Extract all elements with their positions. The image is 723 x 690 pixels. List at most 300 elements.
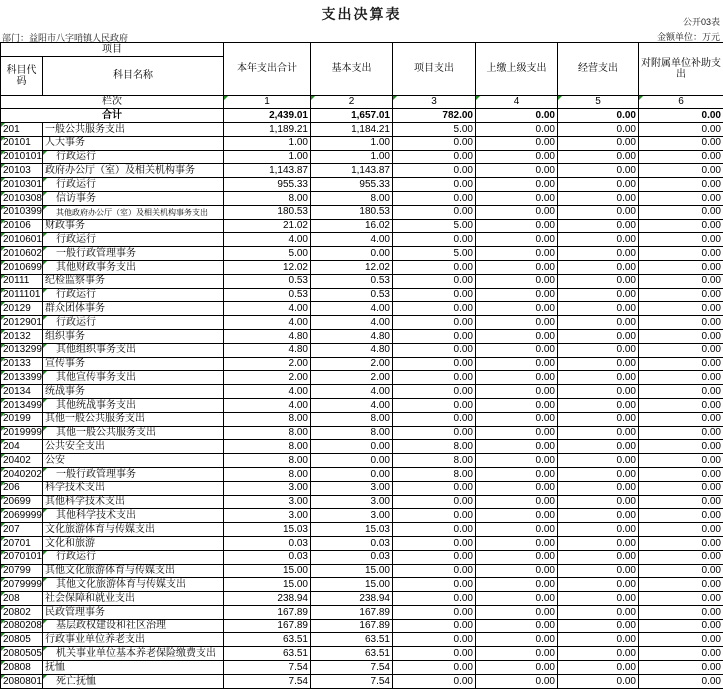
amount-unit-label: 金额单位：万元 [656,32,720,42]
value-cell: 0.00 [558,136,639,150]
table-row [1,578,723,592]
cell-flag-icon [1,509,5,513]
value-cell: 8.00 [311,191,393,205]
subject-code-cell: 2080208 [1,619,43,633]
value-cell: 4.80 [224,343,311,357]
value-cell: 4.00 [224,316,311,330]
value-cell: 0.00 [558,205,639,219]
table-row [1,316,723,330]
value-cell: 0.00 [639,371,723,385]
value-cell: 0.00 [639,564,723,578]
subject-name-cell: 文化和旅游 [43,536,224,550]
subject-code-cell: 2079999 [1,578,43,592]
value-cell: 0.00 [639,357,723,371]
value-cell: 63.51 [224,647,311,661]
value-cell: 0.00 [476,592,558,606]
value-cell: 3.00 [224,509,311,523]
value-cell: 0.00 [558,343,639,357]
cell-flag-icon [639,96,643,100]
value-cell: 4.80 [311,329,393,343]
value-cell: 5.00 [393,247,476,261]
value-cell: 0.00 [476,247,558,261]
subject-name-cell: 一般公共服务支出 [43,123,224,137]
table-row [1,385,723,399]
subject-name-cell: 人大事务 [43,136,224,150]
table-row [1,523,723,537]
value-cell: 0.00 [639,316,723,330]
subject-name-cell: 行政运行 [43,550,224,564]
value-cell: 0.00 [639,592,723,606]
cell-flag-icon [1,523,5,527]
subject-code-cell: 2013499 [1,398,43,412]
cell-flag-icon [1,289,5,293]
value-cell: 0.00 [558,605,639,619]
table-row [1,495,723,509]
value-cell: 0.00 [476,564,558,578]
cell-flag-icon [1,275,5,279]
value-cell: 2.00 [224,357,311,371]
value-cell: 15.03 [224,523,311,537]
rank-number: 5 [558,96,639,109]
value-cell: 0.00 [476,302,558,316]
subject-name-cell: 其他政府办公厅（室）及相关机构事务支出 [43,205,224,219]
value-cell: 0.00 [639,247,723,261]
value-cell: 0.00 [476,329,558,343]
subject-code-cell: 2010601 [1,233,43,247]
value-cell: 955.33 [311,178,393,192]
subject-name-cell: 公安 [43,454,224,468]
value-cell: 0.00 [558,467,639,481]
subject-name-cell: 基层政权建设和社区治理 [43,619,224,633]
subject-name-cell: 抚恤 [43,661,224,675]
value-cell: 0.00 [639,467,723,481]
value-cell: 0.00 [476,260,558,274]
subject-code-cell: 20808 [1,661,43,675]
value-cell: 0.00 [639,440,723,454]
value-cell: 0.00 [639,150,723,164]
table-row [1,329,723,343]
subject-name-cell: 群众团体事务 [43,302,224,316]
subject-code-cell: 20132 [1,329,43,343]
table-row [1,164,723,178]
table-row [1,661,723,675]
subject-code-cell: 20699 [1,495,43,509]
value-cell: 0.00 [393,523,476,537]
subject-name-cell: 其他财政事务支出 [43,260,224,274]
value-cell: 0.00 [639,398,723,412]
value-cell: 0.00 [476,150,558,164]
value-cell: 0.03 [311,536,393,550]
value-cell: 8.00 [393,454,476,468]
value-cell: 0.00 [393,191,476,205]
subject-code-cell: 2010301 [1,178,43,192]
value-cell: 0.00 [476,661,558,675]
value-cell: 0.00 [476,647,558,661]
subject-code-cell: 2010602 [1,247,43,261]
cell-flag-icon [1,675,5,679]
table-row [1,412,723,426]
table-row [1,233,723,247]
cell-flag-icon [43,151,47,155]
subject-name-cell: 纪检监察事务 [43,274,224,288]
value-cell: 0.00 [558,661,639,675]
value-cell: 4.00 [311,398,393,412]
cell-flag-icon [1,454,5,458]
value-cell: 0.00 [639,136,723,150]
value-cell: 0.00 [558,398,639,412]
value-cell: 0.00 [311,467,393,481]
value-cell: 0.00 [558,123,639,137]
value-cell: 0.00 [476,343,558,357]
value-cell: 0.00 [639,164,723,178]
value-cell: 0.00 [476,454,558,468]
rank-number: 4 [476,96,558,109]
value-cell: 0.00 [476,288,558,302]
value-cell: 15.00 [224,578,311,592]
value-cell: 0.00 [393,178,476,192]
table-row [1,633,723,647]
subject-code-cell: 2012901 [1,316,43,330]
value-cell: 0.00 [558,426,639,440]
subject-code-cell: 2010101 [1,150,43,164]
subject-code-cell: 2069999 [1,509,43,523]
subject-name-cell: 组织事务 [43,329,224,343]
table-row [1,343,723,357]
cell-flag-icon [1,482,5,486]
table-row [1,426,723,440]
value-cell: 0.00 [639,426,723,440]
value-cell: 0.00 [558,302,639,316]
value-cell: 1,143.87 [311,164,393,178]
header-subject-code: 科目代码 [1,57,43,96]
subject-code-cell: 2080505 [1,647,43,661]
value-cell: 0.00 [476,164,558,178]
cell-flag-icon [1,427,5,431]
subject-code-cell: 20134 [1,385,43,399]
value-cell: 0.00 [393,274,476,288]
cell-flag-icon [1,344,5,348]
cell-flag-icon [1,206,5,210]
value-cell: 0.00 [558,288,639,302]
value-cell: 0.00 [558,274,639,288]
value-cell: 0.00 [476,123,558,137]
cell-flag-icon [1,316,5,320]
value-cell: 0.00 [311,440,393,454]
value-cell: 0.00 [558,523,639,537]
value-cell: 12.02 [224,260,311,274]
value-cell: 0.00 [476,481,558,495]
value-cell: 0.00 [639,605,723,619]
value-cell: 7.54 [311,674,393,688]
value-cell: 0.00 [639,674,723,688]
subject-name-cell: 民政管理事务 [43,605,224,619]
value-cell: 0.00 [558,578,639,592]
page-title: 支出决算表 [321,6,402,22]
value-cell: 238.94 [311,592,393,606]
cell-flag-icon [1,592,5,596]
total-label: 合计 [1,109,224,123]
value-cell: 0.53 [224,288,311,302]
value-cell: 0.00 [476,633,558,647]
value-cell: 4.00 [224,398,311,412]
value-cell: 0.00 [558,481,639,495]
value-cell: 0.00 [476,536,558,550]
table-row [1,605,723,619]
value-cell: 0.00 [393,371,476,385]
value-cell: 0.00 [558,454,639,468]
value-cell: 0.00 [558,633,639,647]
subject-code-cell: 2013299 [1,343,43,357]
value-cell: 0.00 [558,564,639,578]
value-cell: 2.00 [311,371,393,385]
table-row [1,260,723,274]
table-row [1,357,723,371]
subject-name-cell: 机关事业单位基本养老保险缴费支出 [43,647,224,661]
total-row [1,109,723,123]
value-cell: 0.00 [558,509,639,523]
cell-flag-icon [1,440,5,444]
cell-flag-icon [43,675,47,679]
value-cell: 0.00 [558,647,639,661]
cell-flag-icon [1,551,5,555]
value-cell: 8.00 [224,426,311,440]
subject-code-cell: 2019999 [1,426,43,440]
subject-name-cell: 宣传事务 [43,357,224,371]
value-cell: 0.00 [476,274,558,288]
expenditure-table [0,42,723,689]
subject-code-cell: 20402 [1,454,43,468]
value-cell: 1.00 [224,150,311,164]
value-cell: 0.00 [393,136,476,150]
value-cell: 0.00 [476,191,558,205]
value-cell: 0.00 [558,674,639,688]
value-cell: 5.00 [393,219,476,233]
value-cell: 0.00 [393,564,476,578]
value-cell: 0.00 [476,467,558,481]
subject-code-cell: 204 [1,440,43,454]
cell-flag-icon [311,96,315,100]
value-cell: 0.00 [558,316,639,330]
value-cell: 167.89 [224,619,311,633]
value-cell: 15.00 [311,564,393,578]
value-cell: 4.00 [311,233,393,247]
value-cell: 0.00 [639,191,723,205]
cell-flag-icon [43,247,47,251]
value-cell: 0.00 [393,329,476,343]
value-cell: 4.00 [311,302,393,316]
value-cell: 0.00 [558,536,639,550]
value-cell: 0.00 [393,495,476,509]
value-cell: 0.00 [393,661,476,675]
rank-number: 3 [393,96,476,109]
value-cell: 0.00 [639,647,723,661]
value-cell: 4.00 [311,385,393,399]
value-cell: 0.00 [639,205,723,219]
cell-flag-icon [1,164,5,168]
rank-number: 6 [639,96,723,109]
value-cell: 0.00 [393,550,476,564]
cell-flag-icon [1,496,5,500]
value-cell: 0.00 [393,385,476,399]
cell-flag-icon [393,96,397,100]
value-cell: 0.00 [639,219,723,233]
subject-name-cell: 政府办公厅（室）及相关机构事务 [43,164,224,178]
value-cell: 0.00 [558,247,639,261]
value-cell: 8.00 [393,440,476,454]
subject-name-cell: 其他科学技术支出 [43,509,224,523]
cell-flag-icon [1,220,5,224]
header-col-upward: 上缴上级支出 [476,43,558,96]
value-cell: 0.00 [558,440,639,454]
header-col-project-exp: 项目支出 [393,43,476,96]
value-cell: 167.89 [311,605,393,619]
table-row [1,564,723,578]
cell-flag-icon [43,316,47,320]
value-cell: 0.00 [639,578,723,592]
subject-code-cell: 20805 [1,633,43,647]
value-cell: 0.00 [476,605,558,619]
subject-name-cell: 其他统战事务支出 [43,398,224,412]
value-cell: 167.89 [311,619,393,633]
subject-name-cell: 其他一般公共服务支出 [43,426,224,440]
value-cell: 0.00 [558,260,639,274]
cell-flag-icon [43,399,47,403]
table-row [1,191,723,205]
value-cell: 8.00 [224,191,311,205]
value-cell: 0.00 [393,316,476,330]
subject-name-cell: 文化旅游体育与传媒支出 [43,523,224,537]
subject-name-cell: 社会保障和就业支出 [43,592,224,606]
value-cell: 0.00 [476,205,558,219]
value-cell: 0.00 [393,260,476,274]
cell-flag-icon [43,647,47,651]
value-cell: 0.00 [639,523,723,537]
value-cell: 0.03 [224,536,311,550]
cell-flag-icon [43,620,47,624]
subject-code-cell: 2010308 [1,191,43,205]
value-cell: 7.54 [224,674,311,688]
cell-flag-icon [43,468,47,472]
cell-flag-icon [1,151,5,155]
total-value-cell: 2,439.01 [224,109,311,123]
value-cell: 0.00 [639,178,723,192]
value-cell: 238.94 [224,592,311,606]
cell-flag-icon [1,247,5,251]
header-col-year-total: 本年支出合计 [224,43,311,96]
value-cell: 0.00 [558,550,639,564]
subject-code-cell: 2010699 [1,260,43,274]
value-cell: 0.00 [476,619,558,633]
subject-code-cell: 2011101 [1,288,43,302]
value-cell: 0.00 [476,578,558,592]
subject-code-cell: 2080801 [1,674,43,688]
value-cell: 16.02 [311,219,393,233]
value-cell: 4.00 [224,233,311,247]
value-cell: 1,184.21 [311,123,393,137]
table-row [1,454,723,468]
total-value-cell: 782.00 [393,109,476,123]
value-cell: 0.53 [311,288,393,302]
value-cell: 0.00 [393,592,476,606]
table-row [1,178,723,192]
value-cell: 21.02 [224,219,311,233]
subject-name-cell: 科学技术支出 [43,481,224,495]
rank-label: 栏次 [1,96,224,109]
header-col-subsidy: 对附属单位补助支出 [639,43,723,96]
cell-flag-icon [1,330,5,334]
value-cell: 3.00 [224,481,311,495]
value-cell: 0.00 [393,536,476,550]
value-cell: 0.00 [393,509,476,523]
value-cell: 0.00 [476,233,558,247]
value-cell: 1,143.87 [224,164,311,178]
subject-name-cell: 行政事业单位养老支出 [43,633,224,647]
cell-flag-icon [43,344,47,348]
value-cell: 8.00 [224,440,311,454]
value-cell: 0.00 [311,454,393,468]
table-row [1,247,723,261]
value-cell: 0.00 [639,123,723,137]
subject-code-cell: 20111 [1,274,43,288]
value-cell: 2.00 [311,357,393,371]
value-cell: 0.00 [558,178,639,192]
table-row [1,371,723,385]
subject-code-cell: 20199 [1,412,43,426]
cell-flag-icon [43,233,47,237]
cell-flag-icon [1,399,5,403]
table-row [1,398,723,412]
value-cell: 0.53 [311,274,393,288]
cell-flag-icon [1,371,5,375]
value-cell: 0.00 [476,371,558,385]
value-cell: 0.00 [476,523,558,537]
table-row [1,509,723,523]
table-row [1,440,723,454]
value-cell: 1,189.21 [224,123,311,137]
cell-flag-icon [43,371,47,375]
value-cell: 0.00 [558,164,639,178]
value-cell: 15.00 [311,578,393,592]
subject-name-cell: 统战事务 [43,385,224,399]
value-cell: 0.00 [558,495,639,509]
total-value-cell: 0.00 [558,109,639,123]
table-row [1,536,723,550]
value-cell: 0.00 [476,385,558,399]
value-cell: 8.00 [393,467,476,481]
cell-flag-icon [1,302,5,306]
header-project: 项目 [1,43,224,57]
subject-name-cell: 其他文化旅游体育与传媒支出 [43,578,224,592]
value-cell: 0.00 [639,495,723,509]
value-cell: 3.00 [224,495,311,509]
value-cell: 0.00 [393,164,476,178]
value-cell: 0.00 [393,302,476,316]
value-cell: 63.51 [311,647,393,661]
value-cell: 63.51 [224,633,311,647]
cell-flag-icon [1,137,5,141]
value-cell: 3.00 [311,495,393,509]
value-cell: 0.00 [311,247,393,261]
cell-flag-icon [224,96,228,100]
value-cell: 63.51 [311,633,393,647]
department-label: 部门：益阳市八字哨镇人民政府 [2,33,129,43]
value-cell: 0.00 [558,619,639,633]
rank-row [1,96,723,109]
cell-flag-icon [1,178,5,182]
value-cell: 3.00 [311,481,393,495]
value-cell: 0.00 [476,674,558,688]
value-cell: 0.00 [393,619,476,633]
